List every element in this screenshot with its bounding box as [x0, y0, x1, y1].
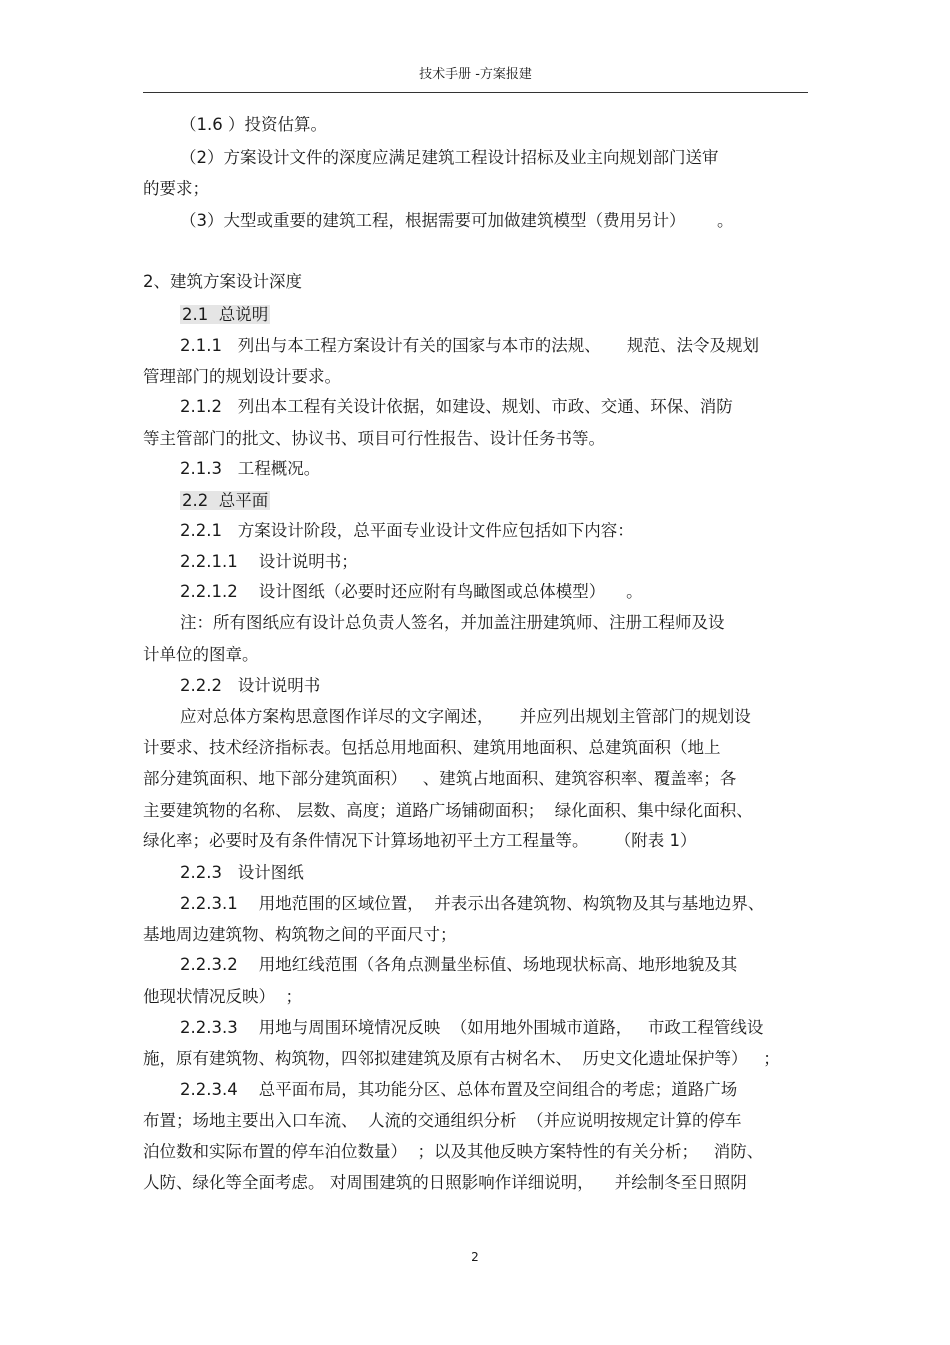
line-text: 2.2.3.2 用地红线范围（各角点测量坐标值、场地现状标高、地形地貌及其 [180, 955, 738, 974]
line-text: 绿化率；必要时及有条件情况下计算场地初平土方工程量等。 （附表 1） [143, 831, 697, 850]
line-text: 2.1.1 列出与本工程方案设计有关的国家与本市的法规、 规范、法令及规划 [180, 336, 759, 355]
paragraph-line [180, 396, 733, 418]
line-text: 2.2.2 设计说明书 [180, 676, 321, 695]
paragraph-line [143, 986, 302, 1008]
page-number: 2 [471, 1250, 479, 1264]
paragraph-line [180, 458, 320, 480]
paragraph-line [143, 924, 457, 946]
paragraph-line [143, 737, 721, 759]
paragraph-line [180, 954, 737, 976]
line-text: 主要建筑物的名称、 层数、高度；道路广场铺砌面积； 绿化面积、集中绿化面积、 [143, 801, 753, 820]
line-text: 管理部门的规划设计要求。 [143, 367, 341, 386]
line-text: 的要求； [143, 179, 209, 198]
line-text: （2）方案设计文件的深度应满足建筑工程设计招标及业主向规划部门送审 [180, 148, 719, 167]
paragraph-line [180, 581, 643, 603]
paragraph-line [143, 644, 259, 666]
line-text: 泊位数和实际布置的停车泊位数量） ；以及其他反映方案特性的有关分析； 消防、 [143, 1142, 764, 1161]
paragraph-line [180, 1079, 737, 1101]
line-text: 2.2.1.2 设计图纸（必要时还应附有鸟瞰图或总体模型） 。 [180, 582, 643, 601]
line-text: 部分建筑面积、地下部分建筑面积） 、建筑占地面积、建筑容积率、覆盖率；各 [143, 769, 737, 788]
line-text: 施，原有建筑物、构筑物，四邻拟建建筑及原有古树名木、 历史文化遗址保护等） ； [143, 1049, 780, 1068]
paragraph-line [180, 1017, 763, 1039]
line-text: 2.2 总平面 [182, 491, 269, 510]
paragraph-line [143, 178, 209, 200]
line-text: 2.1.2 列出本工程有关设计依据，如建设、规划、市政、交通、环保、消防 [180, 397, 733, 416]
paragraph-line [180, 862, 304, 884]
paragraph-line [180, 551, 358, 573]
line-text: 他现状情况反映） ； [143, 987, 302, 1006]
paragraph-line [180, 335, 759, 357]
paragraph-line [143, 1048, 780, 1070]
paragraph-line [143, 271, 302, 293]
line-text: 2.1.3 工程概况。 [180, 459, 321, 478]
paragraph-line [180, 893, 764, 915]
line-text: 注：所有图纸应有设计总负责人签名，并加盖注册建筑师、注册工程师及设 [180, 613, 725, 632]
line-text: 2.2.1 方案设计阶段，总平面专业设计文件应包括如下内容： [180, 521, 634, 540]
paragraph-line [180, 675, 320, 697]
paragraph-line [180, 210, 733, 232]
paragraph-line [180, 706, 751, 728]
paragraph-line [143, 1141, 763, 1163]
section-heading [180, 304, 270, 326]
line-text: 人防、绿化等全面考虑。 对周围建筑的日照影响作详细说明， 并绘制冬至日照阴 [143, 1173, 747, 1192]
line-text: 基地周边建筑物、构筑物之间的平面尺寸； [143, 925, 457, 944]
line-text: 2.2.3.1 用地范围的区域位置， 并表示出各建筑物、构筑物及其与基地边界、 [180, 894, 765, 913]
section-heading [180, 490, 270, 512]
paragraph-line [180, 520, 634, 542]
paragraph-line [143, 366, 341, 388]
line-text: 2.2.1.1 设计说明书； [180, 552, 358, 571]
line-text: 2.2.3.3 用地与周围环境情况反映 （如用地外围城市道路， 市政工程管线设 [180, 1018, 764, 1037]
line-text: 2、建筑方案设计深度 [143, 272, 302, 291]
line-text: 应对总体方案构思意图作详尽的文字阐述， 并应列出规划主管部门的规划设 [180, 707, 751, 726]
paragraph-line [143, 800, 753, 822]
line-text: （1.6 ）投资估算。 [180, 115, 327, 134]
paragraph-line [180, 612, 725, 634]
line-text: 2.2.3 设计图纸 [180, 863, 304, 882]
paragraph-line [180, 147, 719, 169]
running-header [143, 66, 808, 93]
paragraph-line [143, 428, 605, 450]
paragraph-line [180, 114, 327, 136]
line-text: 2.2.3.4 总平面布局，其功能分区、总体布置及空间组合的考虑；道路广场 [180, 1080, 738, 1099]
line-text: （3）大型或重要的建筑工程，根据需要可加做建筑模型（费用另计） 。 [180, 211, 734, 230]
paragraph-line [143, 1110, 741, 1132]
line-text: 计单位的图章。 [143, 645, 259, 664]
line-text: 2.1 总说明 [182, 305, 269, 324]
line-text: 计要求、技术经济指标表。包括总用地面积、建筑用地面积、总建筑面积（地上 [143, 738, 721, 757]
paragraph-line [143, 830, 696, 852]
line-text: 等主管部门的批文、协议书、项目可行性报告、设计任务书等。 [143, 429, 605, 448]
header-title: 技术手册 -方案报建 [419, 67, 532, 82]
line-text: 布置；场地主要出入口车流、 人流的交通组织分析 （并应说明按规定计算的停车 [143, 1111, 742, 1130]
paragraph-line [143, 768, 736, 790]
paragraph-line [143, 1172, 747, 1194]
